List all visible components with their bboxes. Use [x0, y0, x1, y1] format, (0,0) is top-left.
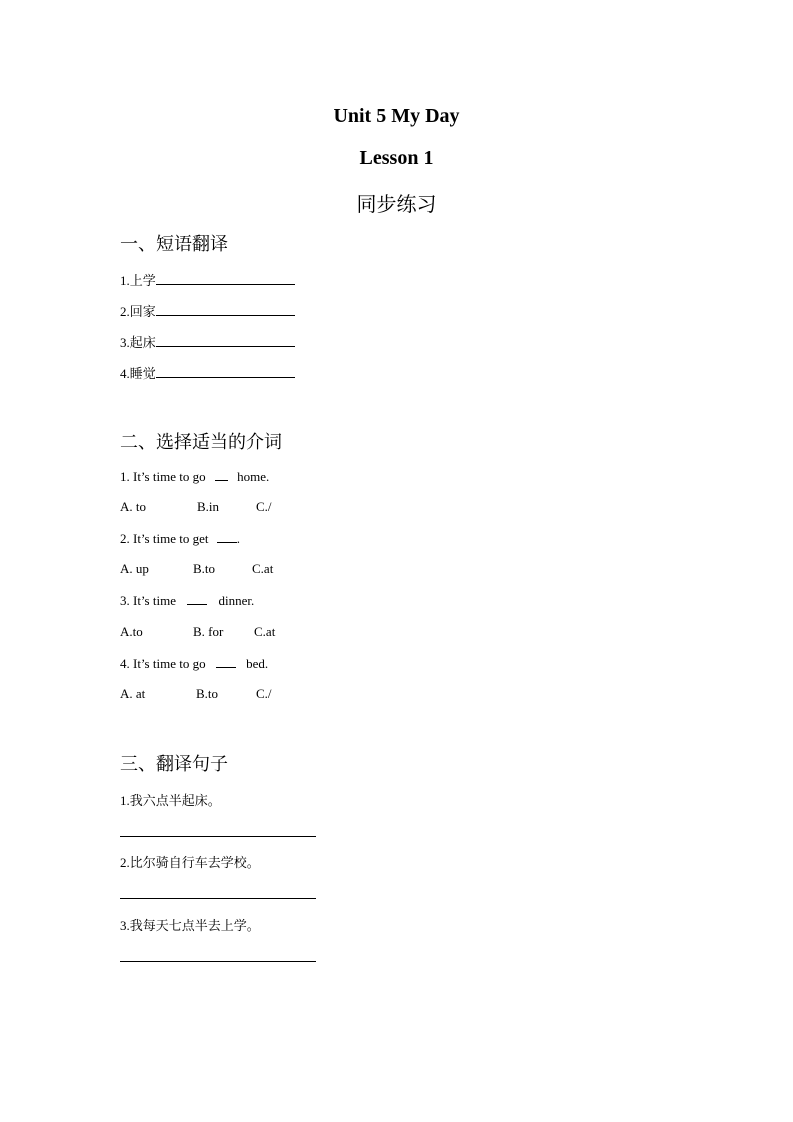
option-a[interactable]: A.to	[120, 624, 143, 639]
section-2-heading: 二、选择适当的介词	[120, 432, 282, 453]
answer-blank[interactable]	[156, 332, 295, 347]
lesson-title: Lesson 1	[359, 147, 434, 169]
question-blank[interactable]	[217, 530, 237, 543]
option-a[interactable]: A. to	[120, 499, 146, 514]
option-c[interactable]: C./	[256, 686, 272, 701]
exercise-subtitle: 同步练习	[356, 192, 437, 216]
question-text: 2. It’s time to get	[120, 531, 209, 546]
option-c[interactable]: C.at	[254, 624, 276, 639]
phrase-label: 3.起床	[120, 335, 156, 350]
phrase-item-4	[120, 363, 295, 382]
question-text-end: bed.	[246, 656, 269, 671]
option-c[interactable]: C./	[256, 499, 272, 514]
question-blank[interactable]	[216, 655, 236, 668]
question-text-end: home.	[237, 469, 270, 484]
question-blank[interactable]	[187, 592, 207, 605]
question-3	[120, 592, 254, 609]
question-text: 3. It’s time	[120, 593, 176, 608]
answer-line-2[interactable]	[120, 898, 316, 899]
phrase-label: 4.睡觉	[120, 366, 156, 381]
sentence-item-3: 3.我每天七点半去上学。	[120, 918, 260, 933]
section-3-heading: 三、翻译句子	[120, 754, 228, 775]
question-text-end: dinner.	[218, 593, 255, 608]
phrase-item-1	[120, 270, 295, 289]
question-text: 4. It’s time to go	[120, 656, 206, 671]
option-a[interactable]: A. up	[120, 561, 149, 576]
unit-title: Unit 5 My Day	[333, 105, 460, 127]
option-b[interactable]: B.in	[197, 499, 220, 514]
sentence-item-2: 2.比尔骑自行车去学校。	[120, 855, 260, 870]
answer-blank[interactable]	[156, 363, 295, 378]
option-b[interactable]: B.to	[196, 686, 219, 701]
question-text: 1. It’s time to go	[120, 469, 206, 484]
phrase-label: 2.回家	[120, 304, 156, 319]
answer-blank[interactable]	[156, 301, 295, 316]
sentence-item-1: 1.我六点半起床。	[120, 793, 221, 808]
question-1	[120, 468, 269, 485]
option-b[interactable]: B.to	[193, 561, 216, 576]
phrase-item-3	[120, 332, 295, 351]
question-blank[interactable]	[215, 468, 228, 481]
section-1-heading: 一、短语翻译	[120, 234, 228, 255]
question-2	[120, 530, 240, 547]
phrase-label: 1.上学	[120, 273, 156, 288]
phrase-item-2	[120, 301, 295, 320]
option-b[interactable]: B. for	[193, 624, 224, 639]
answer-line-1[interactable]	[120, 836, 316, 837]
option-c[interactable]: C.at	[252, 561, 274, 576]
answer-line-3[interactable]	[120, 961, 316, 962]
option-a[interactable]: A. at	[120, 686, 146, 701]
question-4	[120, 655, 268, 672]
question-text-end: .	[236, 531, 240, 546]
answer-blank[interactable]	[156, 270, 295, 285]
